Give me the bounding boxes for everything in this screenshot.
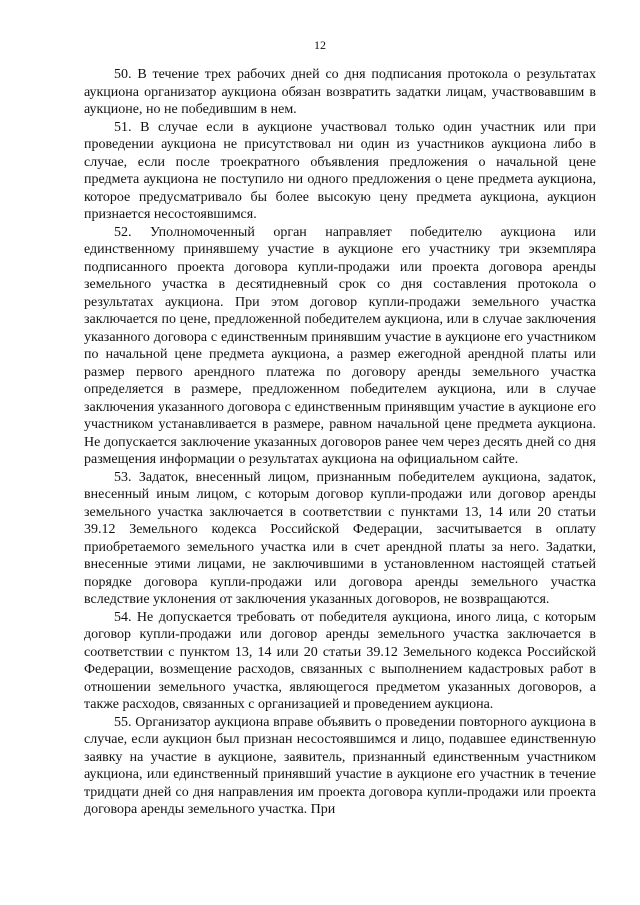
paragraph-54: 54. Не допускается требовать от победителя аукциона, иного лица, с которым договор купли-продажи или договор аренды земельного участка заключается в соответствии с пунктом 13, 14 или 20 статьи 39.12 Земельного кодекса Российской Федерации, возмещение расходов, связанных с выполнением кадастровых работ в отношении земельного участка, являющегося предметом указанных договоров, а также расходов, связанных с организацией и проведением аукциона. <box>84 609 596 712</box>
paragraph-50: 50. В течение трех рабочих дней со дня подписания протокола о результатах аукциона организатор аукциона обязан возвратить задатки лицам, участвовавшим в аукционе, но не победившим в нем. <box>84 67 596 117</box>
paragraph-55: 55. Организатор аукциона вправе объявить о проведении повторного аукциона в случае, если аукцион был признан несостоявшимся и лицо, подавшее единственную заявку на участие в аукционе, заявитель, признанный единственным участником аукциона, или единственный принявший участие в аукционе его участник в течение тридцати дней со дня направления им проекта договора купли-продажи или проекта договора аренды земельного участка. При <box>84 714 596 817</box>
page-number: 12 <box>314 38 326 52</box>
paragraph-51: 51. В случае если в аукционе участвовал только один участник или при проведении аукциона не присутствовал ни один из участников аукциона либо в случае, если после троекратного объявления предложения о начальной цене предмета аукциона не поступило ни одного предложения о цене предмета аукциона, которое предусматривало бы более высокую цену предмета аукциона, аукцион признается несостоявшимся. <box>84 119 596 222</box>
document-body <box>84 66 596 819</box>
paragraph-53: 53. Задаток, внесенный лицом, признанным победителем аукциона, задаток, внесенный иным лицом, с которым договор купли-продажи или договор аренды земельного участка заключается в соответствии с пунктами 13, 14 или 20 статьи 39.12 Земельного кодекса Российской Федерации, засчитывается в оплату приобретаемого земельного участка или в счет арендной платы за него. Задатки, внесенные этими лицами, не заключившими в установленном настоящей статьей порядке договора купли-продажи или договора аренды земельного участка вследствие уклонения от заключения указанных договоров, не возвращаются. <box>84 469 596 607</box>
paragraph-52: 52. Уполномоченный орган направляет победителю аукциона или единственному принявшему участие в аукционе его участнику три экземпляра подписанного проекта договора купли-продажи или проекта договора аренды земельного участка в десятидневный срок со дня составления протокола о результатах аукциона. При этом договор купли-продажи земельного участка заключается по цене, предложенной победителем аукциона, или в случае заключения указанного договора с единственным принявшим участие в аукционе его участником по начальной цене предмета аукциона, а размер ежегодной арендной платы или размер первого арендного платежа по договору аренды земельного участка определяется в размере, предложенном победителем аукциона, или в случае заключения указанного договора с единственным принявщим участие в аукционе его участником устанавливается в размере, равном начальной цене предмета аукциона. Не допускается заключение указанных договоров ранее чем через десять дней со дня размещения информации о результатах аукциона на официальном сайте. <box>84 224 596 467</box>
